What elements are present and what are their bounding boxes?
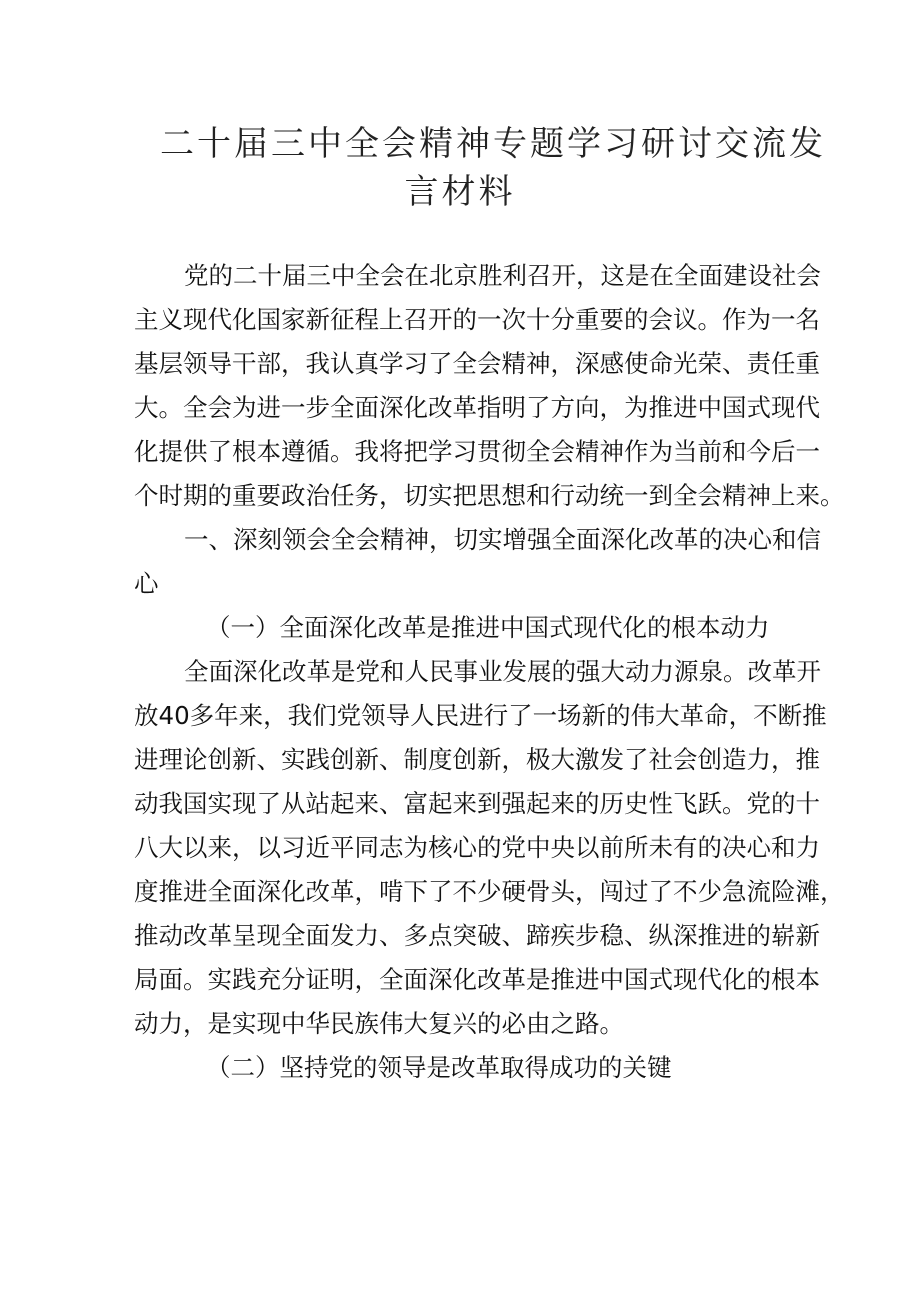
title-line-1: 二十届三中全会精神专题学习研讨交流发: [160, 124, 826, 164]
paragraph-reform: [134, 650, 845, 1046]
paragraph-line: 党的二十届三中全会在北京胜利召开，这是在全面建设社会: [184, 261, 821, 290]
paragraph-intro: [134, 254, 845, 518]
document-body: [134, 254, 845, 1090]
paragraph-line: 大。全会为进一步全面深化改革指明了方向，为推进中国式现代: [134, 393, 820, 422]
heading-line: 心: [134, 569, 159, 598]
paragraph-line: 局面。实践充分证明，全面深化改革是推进中国式现代化的根本: [134, 965, 820, 994]
paragraph-line: 个时期的重要政治任务，切实把思想和行动统一到全会精神上来。: [134, 481, 845, 510]
paragraph-line: 动我国实现了从站起来、富起来到强起来的历史性飞跃。党的十: [134, 789, 820, 818]
section-heading-1: [134, 518, 821, 606]
paragraph-line: 主义现代化国家新征程上召开的一次十分重要的会议。作为一名: [134, 305, 820, 334]
subsection-heading-1: [134, 606, 794, 650]
paragraph-line: 度推进全面深化改革，啃下了不少硬骨头，闯过了不少急流险滩，: [134, 877, 845, 906]
paragraph-line: 推动改革呈现全面发力、多点突破、蹄疾步稳、纵深推进的崭新: [134, 921, 820, 950]
subheading-line: （一）全面深化改革是推进中国式现代化的根本动力: [206, 613, 770, 642]
paragraph-line: 八大以来，以习近平同志为核心的党中央以前所未有的决心和力: [134, 833, 820, 862]
subsection-heading-2: [134, 1046, 794, 1090]
paragraph-line: 动力，是实现中华民族伟大复兴的必由之路。: [134, 1009, 624, 1038]
heading-line: 一、深刻领会全会精神，切实增强全面深化改革的决心和信: [184, 525, 821, 554]
paragraph-line: 全面深化改革是党和人民事业发展的强大动力源泉。改革开: [184, 657, 821, 686]
paragraph-line: 进理论创新、实践创新、制度创新，极大激发了社会创造力，推: [134, 745, 820, 774]
paragraph-line: 基层领导干部，我认真学习了全会精神，深感使命光荣、责任重: [134, 349, 820, 378]
document-title: [160, 120, 826, 216]
paragraph-line: 化提供了根本遵循。我将把学习贯彻全会精神作为当前和今后一: [134, 437, 820, 466]
paragraph-line: 放40多年来，我们党领导人民进行了一场新的伟大革命，不断推: [134, 701, 827, 730]
title-line-2: 言材料: [404, 172, 516, 212]
subheading-line: （二）坚持党的领导是改革取得成功的关键: [206, 1053, 672, 1082]
